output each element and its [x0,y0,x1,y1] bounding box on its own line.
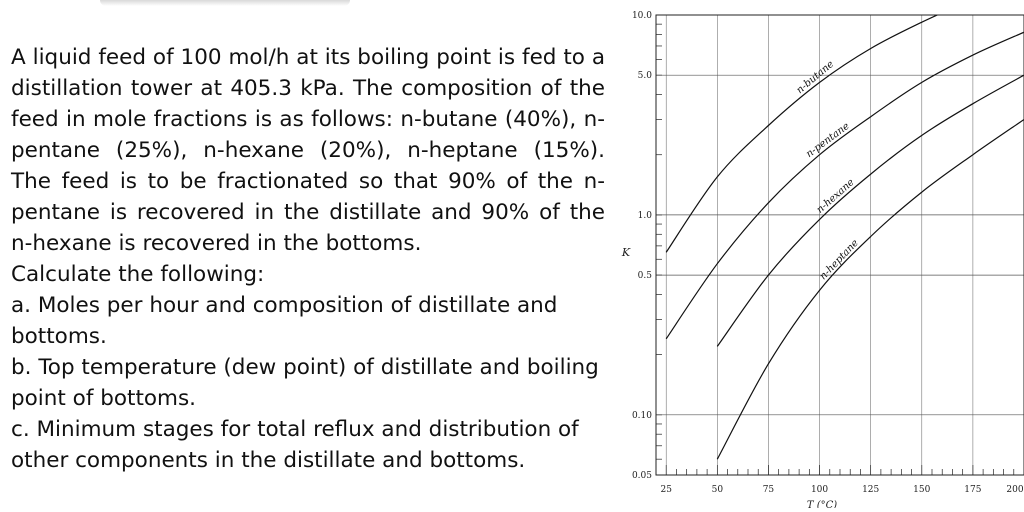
question-c: c. Minimum stages for total reflux and distribution of other components in the distillate and bottoms. [11,417,579,473]
problem-statement [11,42,605,476]
question-b: b. Top temperature (dew point) of distillate and boiling point of bottoms. [11,355,599,411]
chart-axes [632,11,1024,495]
y-axis-label: K [621,246,631,259]
y-tick-label: 10.0 [631,11,652,21]
y-tick-label: 5.0 [637,71,652,82]
x-tick-label: 150 [913,485,931,495]
k-value-chart-svg [612,0,1024,508]
y-tick-label: 0.5 [637,271,652,282]
x-tick-label: 175 [964,485,982,495]
question-a: a. Moles per hour and composition of distillate and bottoms. [11,293,558,349]
problem-prompt: Calculate the following: [11,262,265,287]
y-tick-label: 0.05 [631,471,652,481]
problem-paragraph: A liquid feed of 100 mol/h at its boiling point is fed to a distillation tower at 405.3 kPa. The composition of the feed in mole fractions is as follows: n-butane (40%), n-pentane (25%), n-hexane (20%), n-heptane (15%). The feed is to be fractionated so that 90% of the n-pentane is recovered in the distillate and 90% of the n-hexane is recovered in the bottoms. [11,45,605,256]
series-label-n-pentane: n-pentane [804,120,852,161]
x-tick-label: 75 [762,485,775,495]
top-shadow [100,0,350,6]
y-tick-label: 1.0 [637,210,652,221]
chart-grid [656,15,1024,475]
series-label-n-heptane: n-heptane [817,237,861,283]
x-tick-label: 25 [660,485,672,495]
x-tick-label: 200 [1006,485,1024,495]
y-tick-label: 0.10 [631,410,652,421]
chart-series [666,0,1024,459]
x-tick-label: 125 [862,485,880,495]
k-value-chart [612,0,1024,508]
x-axis-label: T (°C) [806,500,838,508]
x-tick-label: 50 [711,485,724,495]
series-label-n-hexane: n-hexane [814,176,857,216]
series-label-n-butane: n-butane [794,58,837,97]
plot-frame [656,15,1024,475]
x-tick-label: 100 [810,485,829,495]
